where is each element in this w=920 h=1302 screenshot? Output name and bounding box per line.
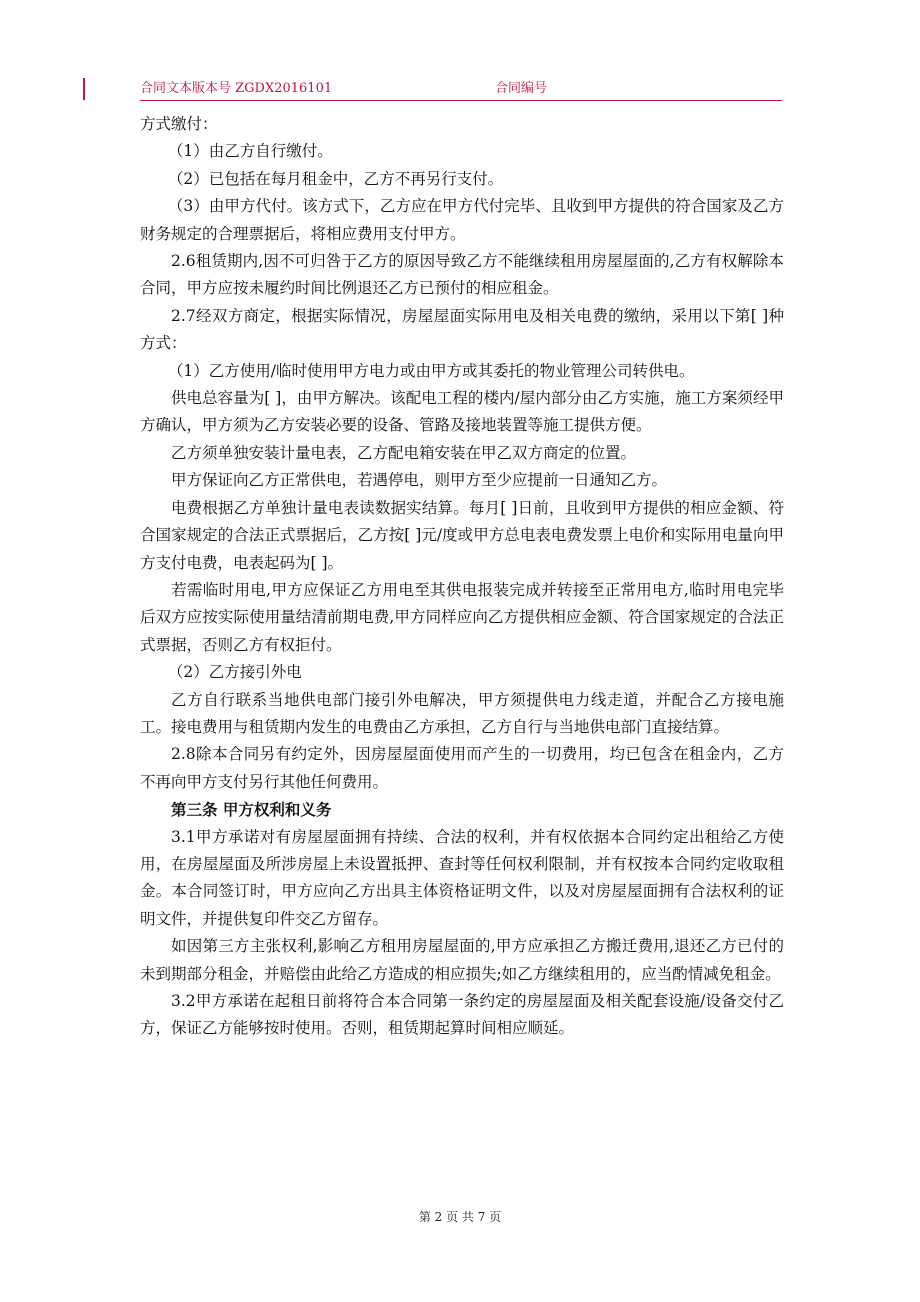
paragraph: 如因第三方主张权利,影响乙方租用房屋屋面的,甲方应承担乙方搬迁费用,退还乙方已付的未到期部分租金，并赔偿由此给乙方造成的相应损失;如乙方继续租用的，应当酌情减免租金。 [140,937,784,983]
paragraph: 方式缴付： [140,115,218,133]
paragraph: 供电总容量为[ ]，由甲方解决。该配电工程的楼内/屋内部分由乙方实施，施工方案须经甲方确认，甲方须为乙方安装必要的设备、管路及接地装置等施工提供方便。 [140,389,784,435]
margin-mark [83,78,85,100]
paragraph: （3）由甲方代付。该方式下，乙方应在甲方代付完毕、且收到甲方提供的符合国家及乙方财务规定的合理票据后，将相应费用支付甲方。 [140,197,784,243]
contract-number-label: 合同编号 [495,81,548,96]
paragraph: 甲方保证向乙方正常供电，若遇停电，则甲方至少应提前一日通知乙方。 [171,471,668,490]
paragraph: 2.6租赁期内,因不可归咎于乙方的原因导致乙方不能继续租用房屋屋面的,乙方有权解除本合同，甲方应按未履约时间比例退还乙方已预付的相应租金。 [140,252,784,298]
paragraph: （1）乙方使用/临时使用甲方电力或由甲方或其委托的物业管理公司转供电。 [167,361,695,380]
paragraph: 乙方须单独安装计量电表，乙方配电箱安装在甲乙双方商定的位置。 [171,443,637,462]
contract-version-text: 合同文本版本号 ZGDX2016101 [140,81,333,96]
paragraph: 3.1甲方承诺对有房屋屋面拥有持续、合法的权利，并有权依据本合同约定出租给乙方使用，在房屋屋面及所涉房屋上未设置抵押、查封等任何权利限制，并有权按本合同约定收取租金。本合同签订时，甲方应向乙方出具主体资格证明文件，以及对房屋屋面拥有合法权利的证明文件，并提供复印件交乙方留存。 [140,827,784,928]
paragraph: （1）由乙方自行缴付。 [167,142,333,161]
page-header [140,80,782,101]
section-heading: 第三条 甲方权利和义务 [171,800,332,820]
paragraph: （2）已包括在每月租金中，乙方不再另行支付。 [167,169,504,188]
paragraph: 若需临时用电,甲方应保证乙方用电至其供电报装完成并转接至正常用电方,临时用电完毕后双方应按实际使用量结清前期电费,甲方同样应向乙方提供相应金额、符合国家规定的合法正式票据，否则乙方有权拒付。 [140,580,784,654]
paragraph: 乙方自行联系当地供电部门接引外电解决，甲方须提供电力线走道，并配合乙方接电施工。接电费用与租赁期内发生的电费由乙方承担，乙方自行与当地供电部门直接结算。 [140,690,784,736]
paragraph: （2）乙方接引外电 [167,663,302,682]
document-body [140,111,784,1043]
paragraph: 3.2甲方承诺在起租日前将符合本合同第一条约定的房屋屋面及相关配套设施/设备交付乙方，保证乙方能够按时使用。否则，租赁期起算时间相应顺延。 [140,992,784,1038]
paragraph: 2.7经双方商定，根据实际情况，房屋屋面实际用电及相关电费的缴纳，采用以下第[ ]种方式： [140,306,784,353]
paragraph: 2.8除本合同另有约定外，因房屋屋面使用而产生的一切费用，均已包含在租金内，乙方不再向甲方支付另行其他任何费用。 [140,745,784,791]
page-footer: 第 2 页 共 7 页 [418,1210,502,1224]
paragraph: 电费根据乙方单独计量电表读数据实结算。每月[ ]日前，且收到甲方提供的相应金额、符合国家规定的合法正式票据后，乙方按[ ]元/度或甲方总电表电费发票上电价和实际用电量向甲方支付电费，电表起码为[ ]。 [140,498,784,572]
